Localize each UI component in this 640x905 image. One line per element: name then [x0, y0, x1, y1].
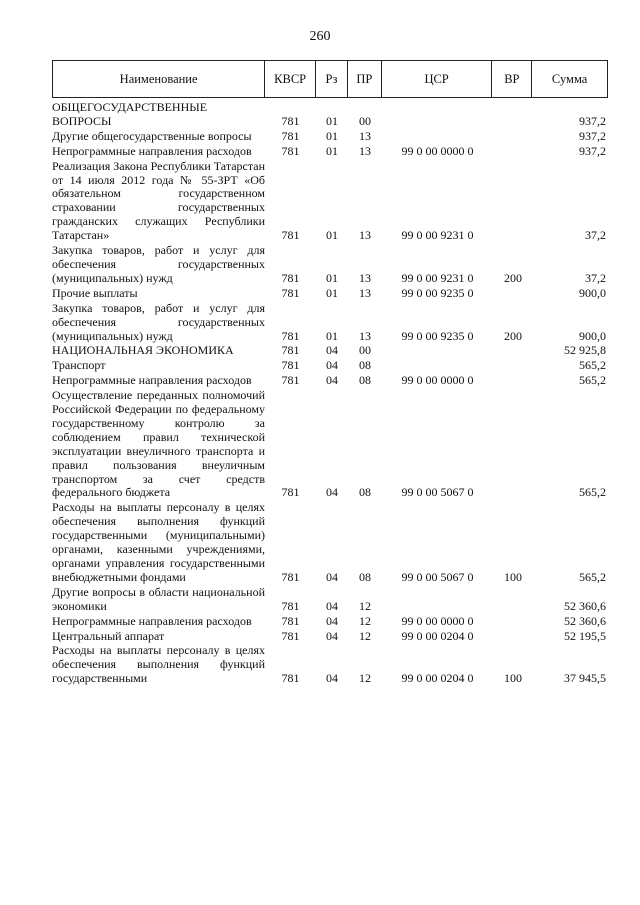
row-sum: 900,0 [579, 328, 606, 343]
row-pr: 08 [359, 485, 371, 500]
row-pr: 12 [359, 628, 371, 643]
table-row [52, 615, 608, 629]
row-sum: 565,2 [579, 373, 606, 388]
row-pr: 13 [359, 143, 371, 158]
row-kvsr: 781 [281, 143, 300, 158]
row-rz: 04 [326, 598, 338, 613]
row-rz: 01 [326, 128, 338, 143]
row-rz: 04 [326, 373, 338, 388]
row-pr: 08 [359, 373, 371, 388]
column-header-kvsr: КВСР [265, 61, 316, 97]
row-kvsr: 781 [281, 569, 300, 584]
row-rz: 01 [326, 113, 338, 128]
row-kvsr: 781 [281, 228, 300, 243]
row-csr: 99 0 00 9231 0 [401, 228, 474, 243]
row-csr: 99 0 00 9235 0 [401, 285, 474, 300]
row-csr: 99 0 00 9235 0 [401, 328, 474, 343]
column-header-sum: Сумма [551, 71, 588, 86]
row-sum: 900,0 [579, 285, 606, 300]
row-kvsr: 781 [281, 270, 300, 285]
row-name: Реализация Закона Республики Татарстан от 14 июля 2012 года № 55-ЗРТ «Об обязательном государственном страховании государственных гражданских служащих Республики Татарстан» [52, 158, 265, 243]
row-sum: 52 360,6 [564, 613, 606, 628]
row-rz: 04 [326, 485, 338, 500]
row-csr: 99 0 00 0000 0 [401, 143, 474, 158]
row-pr: 13 [359, 228, 371, 243]
table-row [52, 644, 608, 686]
row-vr: 200 [504, 270, 522, 285]
row-name: Осуществление переданных полномочий Российской Федерации по федеральному государственному контролю за соблюдением правил технической эксплуатации внеуличного транспорта и правил пользования внеуличным транспортом за счет средств федерального бюджета [52, 388, 265, 500]
row-pr: 13 [359, 128, 371, 143]
table-row [52, 359, 608, 373]
row-name: Прочие выплаты [52, 285, 138, 300]
row-csr: 99 0 00 0204 0 [401, 671, 474, 686]
row-sum: 52 925,8 [564, 343, 606, 358]
row-sum: 37,2 [585, 228, 606, 243]
row-rz: 01 [326, 143, 338, 158]
row-pr: 13 [359, 285, 371, 300]
row-name: Расходы на выплаты персоналу в целях обеспечения выполнения функций государственными (муниципальными) органами, казенными учреждениями, органами управления государственными внебюджетными фондами [52, 500, 265, 584]
row-csr: 99 0 00 5067 0 [401, 485, 474, 500]
row-rz: 04 [326, 358, 338, 373]
table-row [52, 374, 608, 388]
row-sum: 565,2 [579, 358, 606, 373]
row-rz: 04 [326, 628, 338, 643]
table-row [52, 586, 608, 614]
table-row [52, 630, 608, 644]
row-name: Центральный аппарат [52, 628, 165, 643]
row-rz: 04 [326, 343, 338, 358]
column-header-rz: Рз [316, 61, 348, 97]
page-number: 260 [309, 29, 331, 44]
row-kvsr: 781 [281, 628, 300, 643]
row-rz: 04 [326, 613, 338, 628]
row-sum: 37 945,5 [564, 671, 606, 686]
table-row [52, 101, 608, 129]
column-header-vr: ВР [492, 61, 532, 97]
row-kvsr: 781 [281, 373, 300, 388]
budget-table [52, 60, 608, 686]
table-row [52, 145, 608, 159]
row-pr: 00 [359, 113, 371, 128]
table-header [52, 60, 608, 98]
row-vr: 100 [504, 671, 522, 686]
row-kvsr: 781 [281, 113, 300, 128]
row-pr: 00 [359, 343, 371, 358]
row-kvsr: 781 [281, 485, 300, 500]
row-kvsr: 781 [281, 358, 300, 373]
table-row [52, 389, 608, 500]
row-csr: 99 0 00 5067 0 [401, 569, 474, 584]
row-rz: 04 [326, 569, 338, 584]
row-sum: 937,2 [579, 128, 606, 143]
row-pr: 08 [359, 569, 371, 584]
row-vr: 100 [504, 569, 522, 584]
row-sum: 565,2 [579, 569, 606, 584]
row-name: Другие вопросы в области национальной экономики [52, 584, 265, 613]
row-kvsr: 781 [281, 613, 300, 628]
row-kvsr: 781 [281, 598, 300, 613]
row-name: Транспорт [52, 358, 106, 373]
row-sum: 937,2 [579, 113, 606, 128]
row-csr: 99 0 00 9231 0 [401, 270, 474, 285]
row-sum: 52 360,6 [564, 598, 606, 613]
row-pr: 13 [359, 270, 371, 285]
row-name: Непрограммные направления расходов [52, 613, 252, 628]
table-row [52, 160, 608, 243]
table-row [52, 287, 608, 301]
row-sum: 937,2 [579, 143, 606, 158]
column-header-name: Наименование [53, 61, 265, 97]
row-kvsr: 781 [281, 671, 300, 686]
row-pr: 13 [359, 328, 371, 343]
row-kvsr: 781 [281, 343, 300, 358]
row-rz: 04 [326, 671, 338, 686]
row-rz: 01 [326, 285, 338, 300]
row-csr: 99 0 00 0000 0 [401, 373, 474, 388]
table-body [52, 101, 608, 686]
row-name: Непрограммные направления расходов [52, 373, 252, 388]
row-sum: 37,2 [585, 270, 606, 285]
row-pr: 12 [359, 671, 371, 686]
table-row [52, 130, 608, 144]
row-csr: 99 0 00 0204 0 [401, 628, 474, 643]
row-pr: 12 [359, 613, 371, 628]
row-kvsr: 781 [281, 128, 300, 143]
row-pr: 12 [359, 598, 371, 613]
row-vr: 200 [504, 328, 522, 343]
table-row [52, 501, 608, 584]
row-csr: 99 0 00 0000 0 [401, 613, 474, 628]
row-kvsr: 781 [281, 285, 300, 300]
row-name: ОБЩЕГОСУДАРСТВЕННЫЕ ВОПРОСЫ [52, 100, 208, 128]
row-rz: 01 [326, 228, 338, 243]
row-name: НАЦИОНАЛЬНАЯ ЭКОНОМИКА [52, 343, 234, 358]
row-name: Другие общегосударственные вопросы [52, 128, 252, 143]
row-kvsr: 781 [281, 328, 300, 343]
row-name: Закупка товаров, работ и услуг для обеспечения государственных (муниципальных) нужд [52, 243, 265, 285]
row-pr: 08 [359, 358, 371, 373]
table-row [52, 302, 608, 344]
row-name: Закупка товаров, работ и услуг для обеспечения государственных (муниципальных) нужд [52, 300, 265, 343]
column-header-csr: ЦСР [382, 61, 493, 97]
row-name: Непрограммные направления расходов [52, 143, 252, 158]
row-rz: 01 [326, 328, 338, 343]
table-row [52, 344, 608, 358]
column-header-pr: ПР [348, 61, 382, 97]
row-sum: 565,2 [579, 485, 606, 500]
row-rz: 01 [326, 270, 338, 285]
row-name: Расходы на выплаты персоналу в целях обеспечения выполнения функций государственными [52, 643, 265, 686]
row-sum: 52 195,5 [564, 628, 606, 643]
table-row [52, 244, 608, 286]
